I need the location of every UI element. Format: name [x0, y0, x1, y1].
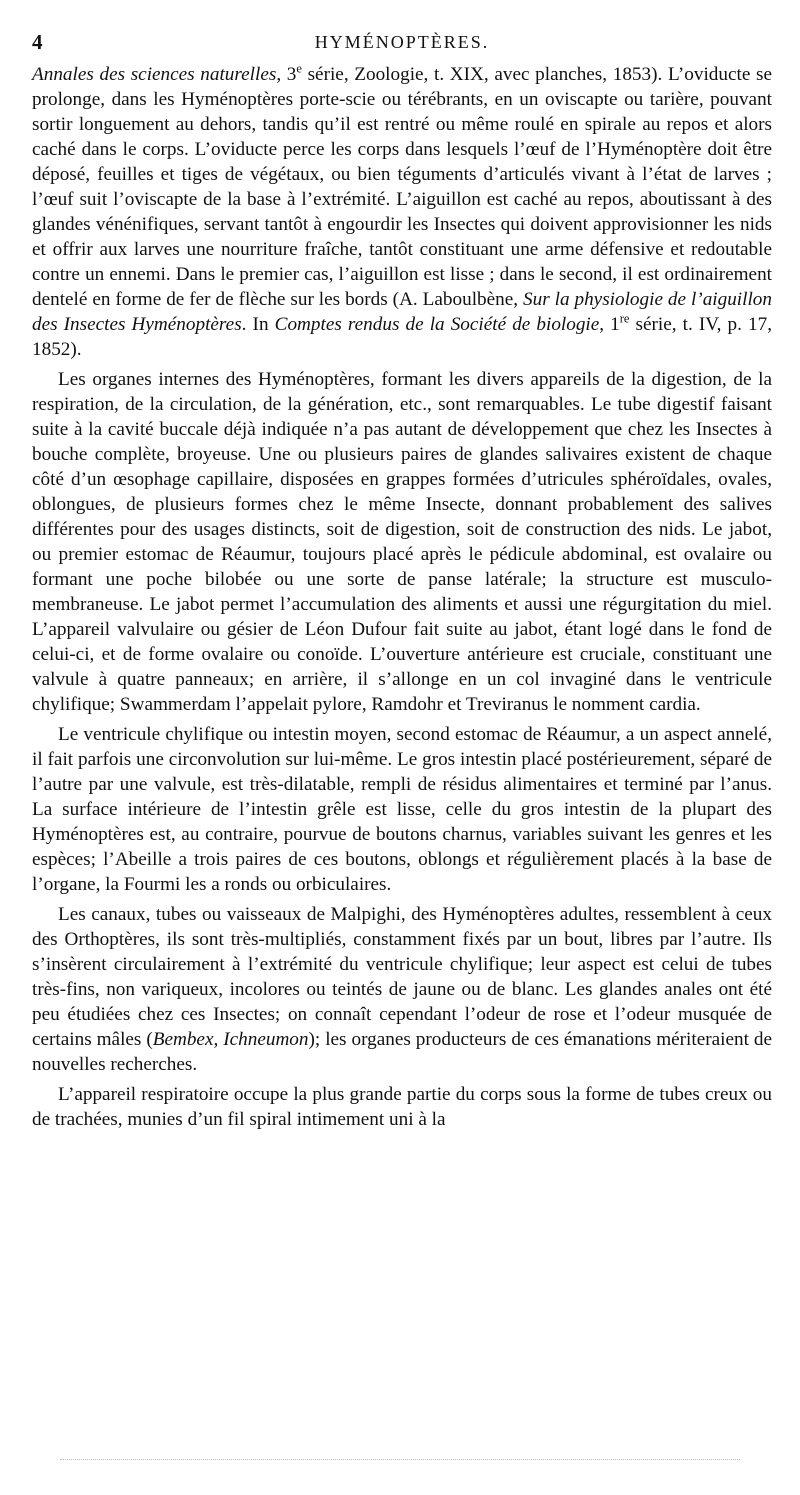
- paragraph: [32, 1082, 772, 1132]
- text-run: , 3: [276, 64, 297, 85]
- body-text: [32, 62, 772, 1132]
- superscript: e: [296, 61, 302, 76]
- text-run: . In: [241, 314, 275, 335]
- page-number: 4: [32, 30, 43, 54]
- paragraph: [32, 902, 772, 1077]
- italic-text: Bembex, Ichneumon: [152, 1029, 309, 1050]
- running-title: HYMÉNOPTÈRES.: [314, 32, 490, 52]
- text-run: série, Zoologie, t. XIX, avec planches, 1853). L’oviducte se prolonge, dans les Hyménoptères porte-scie ou térébrants, en un oviscapte ou tarière, pouvant sortir longuement au dehors, tandis qu’il est rentré ou même roulé en spirale au repos et alors caché dans le corps. L’oviducte perce les corps dans lesquels l’œuf de l’Hyménoptère doit être déposé, feuilles et tiges de végétaux, ou bien téguments d’articulés vivant à l’état de larves ; l’œuf suit l’oviscapte de la base à l’extrémité. L’aiguillon est caché au repos, aboutissant à des glandes vénénifiques, servant tantôt à engourdir les Insectes qui doivent approvisionner les nids et offrir aux larves une nourriture fraîche, tantôt constituant une arme défensive et redoutable contre un ennemi. Dans le premier cas, l’aiguillon est lisse ; dans le second, il est ordinairement dentelé en forme de fer de flèche sur les bords (A. Laboulbène,: [32, 64, 772, 310]
- italic-text: Annales des sciences naturelles: [32, 64, 277, 85]
- paragraph: [32, 367, 772, 717]
- paragraph: [32, 722, 772, 897]
- text-run: , 1: [599, 314, 620, 335]
- text-run: Les canaux, tubes ou vaisseaux de Malpighi, des Hyménoptères adultes, ressemblent à ceux des Orthoptères, ils sont très-multipliés, constamment fixés par un bout, libres par l’autre. Ils s’insèrent circulairement à l’extrémité du ventricule chylifique; leur aspect est celui de tubes très-fins, non variqueux, incolores ou teintés de jaune ou de blanc. Les glandes anales ont été peu étudiées chez ces Insectes; on connaît cependant l’odeur de rose et l’odeur musquée de certains mâles (: [32, 904, 772, 1050]
- footer-rule: [60, 1459, 740, 1461]
- italic-text: Sur la physiologie de l’aiguillon des Insectes Hyménoptères: [32, 289, 772, 335]
- page-header: [32, 26, 772, 62]
- text-run: Le ventricule chylifique ou intestin moyen, second estomac de Réaumur, a un aspect annelé, il fait parfois une circonvolution sur lui-même. Le gros intestin placé postérieurement, séparé de l’autre par une valvule, est très-dilatable, rempli de résidus alimentaires et terminé par l’anus. La surface intérieure de l’intestin grêle est lisse, celle du gros intestin de la plupart des Hyménoptères est, au contraire, pourvue de boutons charnus, variables suivant les genres et les espèces; l’Abeille a trois paires de ces boutons, oblongs et régulièrement placés à la base de l’organe, la Fourmi les a ronds ou orbiculaires.: [32, 724, 772, 895]
- paragraph: [32, 62, 772, 362]
- italic-text: Comptes rendus de la Société de biologie: [274, 314, 600, 335]
- text-run: série, t. IV, p. 17, 1852).: [32, 314, 773, 360]
- superscript: re: [619, 311, 630, 326]
- text-run: Les organes internes des Hyménoptères, formant les divers appareils de la digestion, de la respiration, de la circulation, de la génération, etc., sont remarquables. Le tube digestif faisant suite à la cavité buccale déjà indiquée n’a pas autant de développement que chez les Insectes à bouche complète, broyeuse. Une ou plusieurs paires de glandes salivaires existent de chaque côté d’un œsophage capillaire, disposées en grappes formées d’utricules sphéroïdales, ovales, oblongues, de plusieurs formes chez le même Insecte, donnant probablement des salives différentes pour des usages distincts, soit de digestion, soit de construction des nids. Le jabot, ou premier estomac de Réaumur, toujours placé après le pédicule abdominal, est ovalaire ou formant une poche bilobée ou une sorte de panse latérale; la structure est musculo-membraneuse. Le jabot permet l’accumulation des aliments et aussi une régurgitation du miel. L’appareil valvulaire ou gésier de Léon Dufour fait suite au jabot, étant logé dans le fond de celui-ci, et de forme ovalaire ou conoïde. L’ouverture antérieure est cruciale, constituant une valvule à quatre panneaux; en arrière, il s’allonge en un col invaginé dans le ventricule chylifique; Swammerdam l’appelait pylore, Ramdohr et Treviranus le nomment cardia.: [32, 369, 772, 715]
- text-run: ); les organes producteurs de ces émanations mériteraient de nouvelles recherches.: [32, 1029, 772, 1075]
- text-run: L’appareil respiratoire occupe la plus grande partie du corps sous la forme de tubes creux ou de trachées, munies d’un fil spiral intimement uni à la: [32, 1084, 772, 1130]
